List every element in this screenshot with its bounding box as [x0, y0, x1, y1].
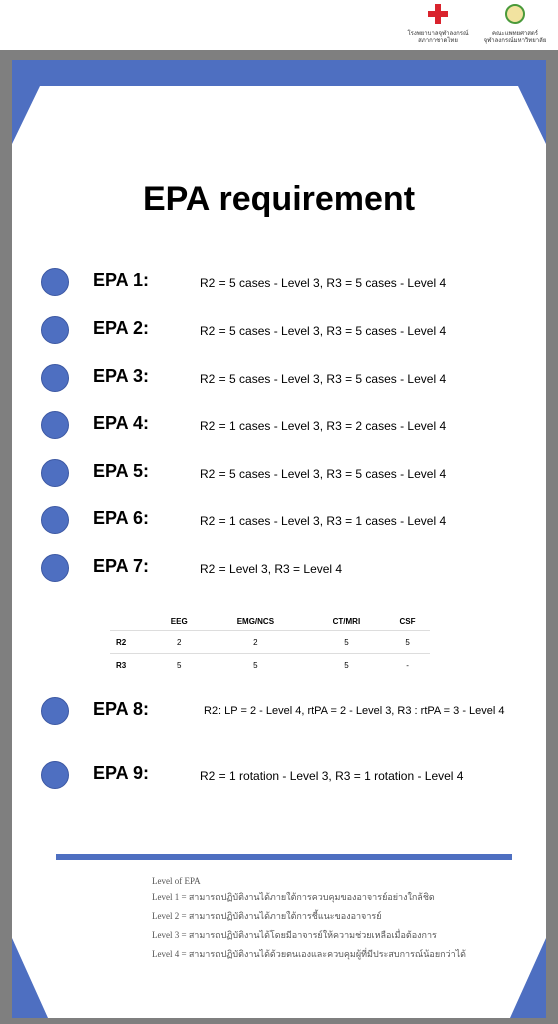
- table-row: [110, 631, 430, 654]
- epa-item: [12, 459, 546, 489]
- bullet-circle-icon: [41, 697, 69, 725]
- epa-description: R2: LP = 2 - Level 4, rtPA = 2 - Level 3, R3 : rtPA = 3 - Level 4: [204, 705, 505, 717]
- university-seal-icon: [505, 4, 525, 24]
- faculty-logo: [470, 4, 558, 45]
- epa-item: [12, 554, 546, 584]
- epa-item: [12, 506, 546, 536]
- table-header-cell: [110, 612, 156, 631]
- table-header-cell: EEG: [170, 616, 188, 626]
- red-cross-icon: [428, 4, 448, 24]
- bullet-circle-icon: [41, 364, 69, 392]
- legend-item: Level 3 = สามารถปฏิบัติงานได้โดยมีอาจารย์ให้ความช่วยเหลือเมื่อต้องการ: [152, 930, 437, 940]
- table-header-cell: EMG/NCS: [236, 616, 275, 626]
- epa-label: EPA 2:: [93, 318, 150, 338]
- epa-item: [12, 316, 546, 346]
- table-header-cell: CSF: [399, 616, 416, 626]
- epa-label: EPA 9:: [93, 763, 150, 783]
- legend-title: Level of EPA: [152, 876, 201, 886]
- slide: [12, 60, 546, 1018]
- bullet-circle-icon: [41, 411, 69, 439]
- section-divider: [56, 854, 512, 860]
- top-band: [12, 60, 546, 86]
- table-cell: 5: [385, 631, 430, 654]
- epa-description: R2 = 5 cases - Level 3, R3 = 5 cases - Level 4: [200, 276, 447, 290]
- epa-description: R2 = 5 cases - Level 3, R3 = 5 cases - Level 4: [200, 467, 447, 481]
- legend-item: Level 2 = สามารถปฏิบัติงานได้ภายใต้การชี้แนะของอาจารย์: [152, 911, 382, 921]
- epa-description: R2 = 5 cases - Level 3, R3 = 5 cases - Level 4: [200, 324, 447, 338]
- table-cell: 5: [203, 654, 308, 677]
- corner-decoration-bottom-right: [510, 938, 546, 1018]
- table-header-row: [110, 612, 430, 631]
- epa-label: EPA 1:: [93, 270, 150, 290]
- table-cell: 2: [203, 631, 308, 654]
- level-legend: [152, 874, 466, 964]
- bullet-circle-icon: [41, 554, 69, 582]
- faculty-logo-text: คณะแพทยศาสตร์ จุฬาลงกรณ์มหาวิทยาลัย: [483, 31, 547, 44]
- bullet-circle-icon: [41, 506, 69, 534]
- table-cell: 5: [156, 654, 203, 677]
- epa-description: R2 = 1 cases - Level 3, R3 = 2 cases - Level 4: [200, 419, 447, 433]
- epa-description: R2 = Level 3, R3 = Level 4: [200, 562, 343, 576]
- corner-decoration-bottom-left: [12, 938, 48, 1018]
- epa-description: R2 = 1 cases - Level 3, R3 = 1 cases - Level 4: [200, 514, 447, 528]
- top-header: [0, 0, 558, 50]
- table-row-label: R3: [110, 654, 156, 677]
- epa-label: EPA 6:: [93, 508, 150, 528]
- epa-label: EPA 4:: [93, 413, 150, 433]
- corner-decoration-top-left: [12, 86, 40, 144]
- table-cell: 5: [308, 654, 385, 677]
- table-row-label: R2: [110, 631, 156, 654]
- bullet-circle-icon: [41, 316, 69, 344]
- epa-label: EPA 7:: [93, 556, 150, 576]
- hospital-logo-text: โรงพยาบาลจุฬาลงกรณ์ สภากาชาดไทย: [407, 31, 469, 44]
- epa7-table: [110, 612, 430, 676]
- table-cell: 5: [308, 631, 385, 654]
- epa-description: R2 = 1 rotation - Level 3, R3 = 1 rotation - Level 4: [200, 769, 464, 783]
- epa-label: EPA 8:: [93, 699, 150, 719]
- epa-item: [12, 364, 546, 394]
- table-cell: -: [385, 654, 430, 677]
- table-cell: 2: [156, 631, 203, 654]
- epa-item: [12, 411, 546, 441]
- epa-item: [12, 268, 546, 298]
- bullet-circle-icon: [41, 268, 69, 296]
- legend-item: Level 1 = สามารถปฏิบัติงานได้ภายใต้การควบคุมของอาจารย์อย่างใกล้ชิด: [152, 892, 435, 902]
- legend-item: Level 4 = สามารถปฏิบัติงานได้ด้วยตนเองและควบคุมผู้ที่มีประสบการณ์น้อยกว่าได้: [152, 949, 467, 959]
- bullet-circle-icon: [41, 459, 69, 487]
- table-header-cell: CT/MRI: [332, 616, 361, 626]
- epa-label: EPA 3:: [93, 366, 150, 386]
- epa-description: R2 = 5 cases - Level 3, R3 = 5 cases - Level 4: [200, 372, 447, 386]
- bullet-circle-icon: [41, 761, 69, 789]
- epa-item: [12, 761, 546, 791]
- corner-decoration-top-right: [518, 86, 546, 144]
- slide-title: EPA requirement: [142, 180, 416, 218]
- epa-item: [12, 697, 546, 727]
- table-row: [110, 654, 430, 677]
- epa-label: EPA 5:: [93, 461, 150, 481]
